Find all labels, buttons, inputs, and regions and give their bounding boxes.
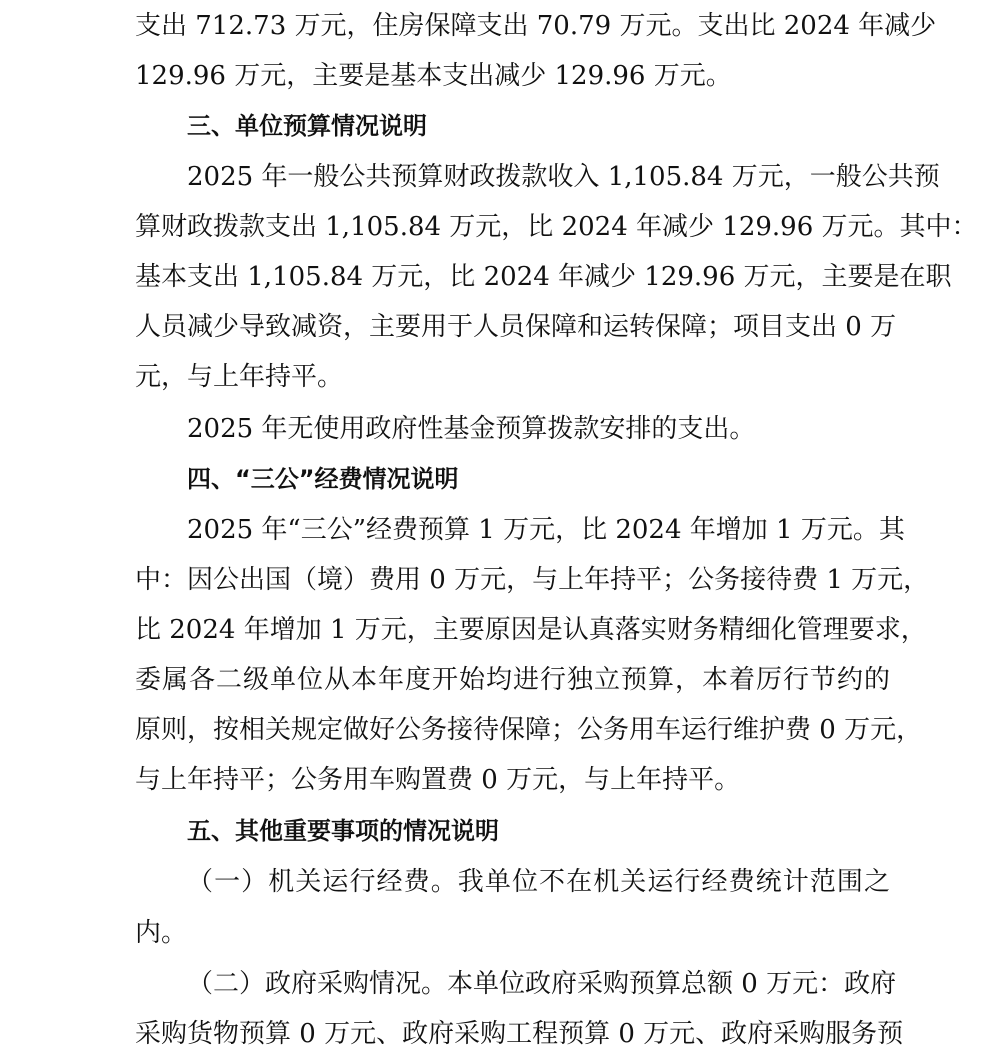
paragraph-line: 2025 年“三公”经费预算 1 万元，比 2024 年增加 1 万元。其 [187,515,905,545]
paragraph-line: 中：因公出国（境）费用 0 万元，与上年持平；公务接待费 1 万元， [135,565,930,595]
paragraph-line: 委属各二级单位从本年度开始均进行独立预算，本着厉行节约的 [135,665,890,695]
paragraph-line: 原则，按相关规定做好公务接待保障；公务用车运行维护费 0 万元， [135,715,923,745]
paragraph-line: 2025 年一般公共预算财政拨款收入 1,105.84 万元，一般公共预 [187,162,940,192]
paragraph-line: 129.96 万元，主要是基本支出减少 129.96 万元。 [135,61,732,91]
paragraph-line: 与上年持平；公务用车购置费 0 万元，与上年持平。 [135,765,741,795]
paragraph-line: 采购货物预算 0 万元、政府采购工程预算 0 万元、政府采购服务预 [135,1019,904,1049]
section-heading: 三、单位预算情况说明 [187,112,427,140]
paragraph-line: 比 2024 年增加 1 万元，主要原因是认真落实财务精细化管理要求， [135,615,927,645]
paragraph-line: 2025 年无使用政府性基金预算拨款安排的支出。 [187,414,756,444]
paragraph-line: （二）政府采购情况。本单位政府采购预算总额 0 万元：政府 [187,969,897,999]
paragraph-line: 人员减少导致减资，主要用于人员保障和运转保障；项目支出 0 万 [135,312,897,342]
paragraph-line: 算财政拨款支出 1,105.84 万元，比 2024 年减少 129.96 万元。其中： [135,212,978,242]
paragraph-line: 基本支出 1,105.84 万元，比 2024 年减少 129.96 万元，主要是在职 [135,262,952,292]
section-heading: 五、其他重要事项的情况说明 [187,817,499,845]
section-heading: 四、“三公”经费情况说明 [187,465,459,493]
paragraph-line: 内。 [135,918,188,948]
paragraph-line: 元，与上年持平。 [135,362,344,392]
paragraph-line: （一）机关运行经费。我单位不在机关运行经费统计范围之 [187,867,890,897]
paragraph-line: 支出 712.73 万元，住房保障支出 70.79 万元。支出比 2024 年减少 [135,11,937,41]
